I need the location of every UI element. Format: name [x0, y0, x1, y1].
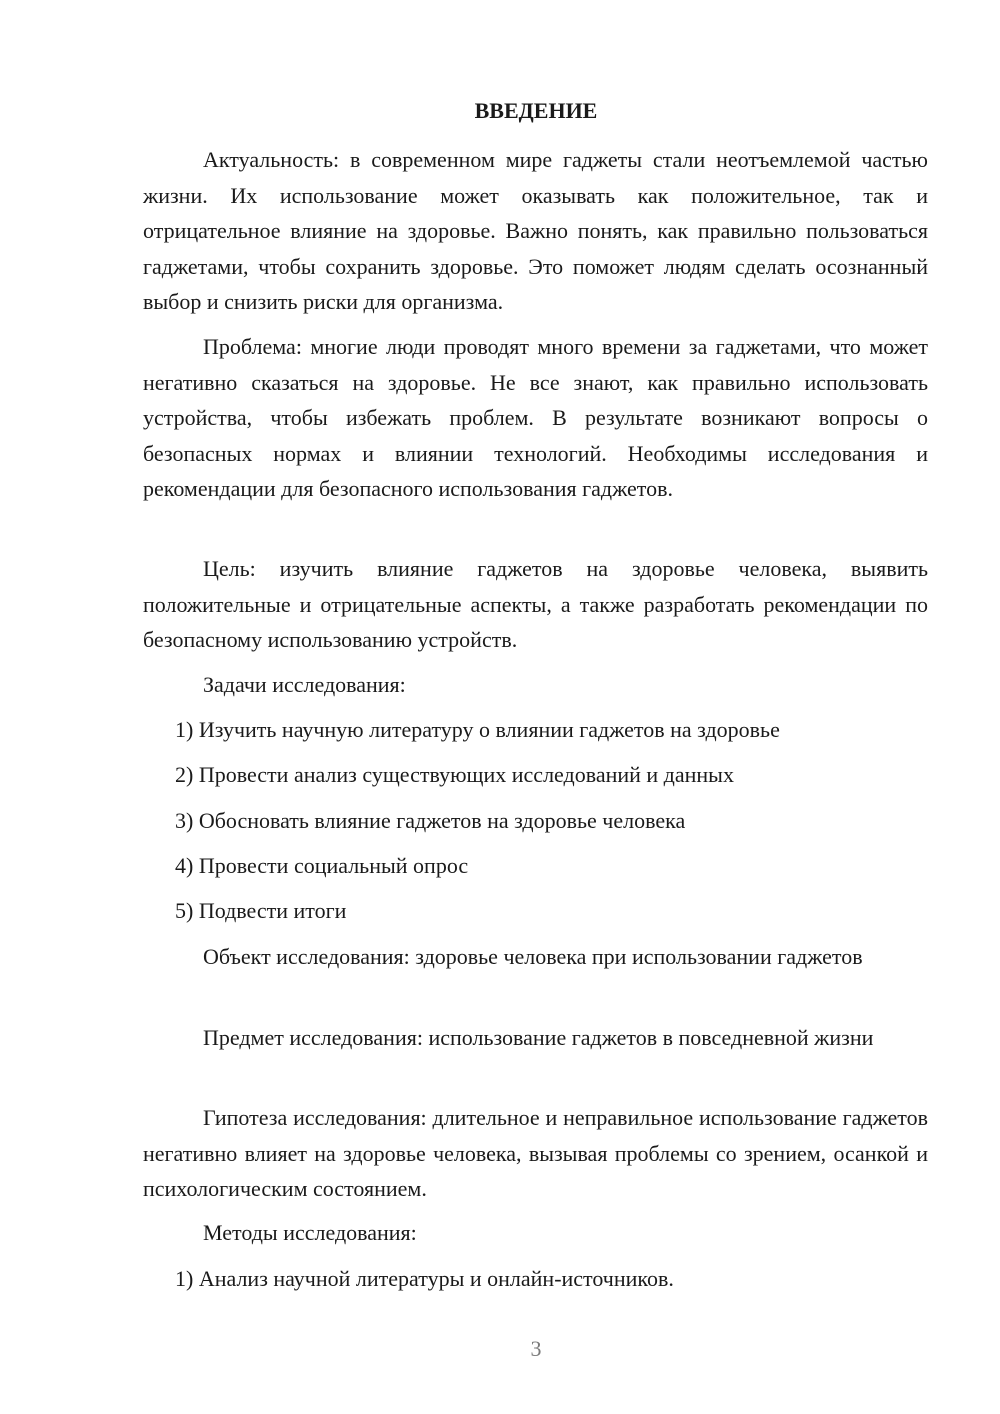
problem-paragraph: Проблема: многие люди проводят много времени за гаджетами, что может негативно сказаться на здоровье. Не все знают, как правильно использовать устройства, чтобы избежать проблем. В результате возникают вопросы о безопасных нормах и влиянии технологий. Необходимы исследования и рекомендации для безопасного использования гаджетов.	[143, 334, 928, 501]
page-number: 3	[530, 1336, 542, 1361]
methods-label: Методы исследования:	[203, 1220, 417, 1245]
task-item: 5) Подвести итоги	[175, 898, 347, 923]
method-item: 1) Анализ научной литературы и онлайн-источников.	[175, 1266, 674, 1291]
task-item: 3) Обосновать влияние гаджетов на здоровье человека	[175, 808, 686, 833]
relevance-paragraph: Актуальность: в современном мире гаджеты стали неотъемлемой частью жизни. Их использование может оказывать как положительное, так и отрицательное влияние на здоровье. Важно понять, как правильно пользоваться гаджетами, чтобы сохранить здоровье. Это поможет людям сделать осознанный выбор и снизить риски для организма.	[143, 147, 928, 314]
hypothesis-paragraph: Гипотеза исследования: длительное и неправильное использование гаджетов негативно влияет на здоровье человека, вызывая проблемы со зрением, осанкой и психологическим состоянием.	[143, 1105, 928, 1201]
task-item: 4) Провести социальный опрос	[175, 853, 469, 878]
object-paragraph: Объект исследования: здоровье человека при использовании гаджетов	[203, 944, 863, 969]
page-title: ВВЕДЕНИЕ	[474, 98, 598, 123]
goal-paragraph: Цель: изучить влияние гаджетов на здоровье человека, выявить положительные и отрицательные аспекты, а также разработать рекомендации по безопасному использованию устройств.	[143, 556, 928, 652]
tasks-label: Задачи исследования:	[203, 672, 406, 697]
task-item: 1) Изучить научную литературу о влиянии гаджетов на здоровье	[175, 717, 780, 742]
subject-paragraph: Предмет исследования: использование гаджетов в повседневной жизни	[203, 1025, 874, 1050]
task-item: 2) Провести анализ существующих исследований и данных	[175, 762, 734, 787]
